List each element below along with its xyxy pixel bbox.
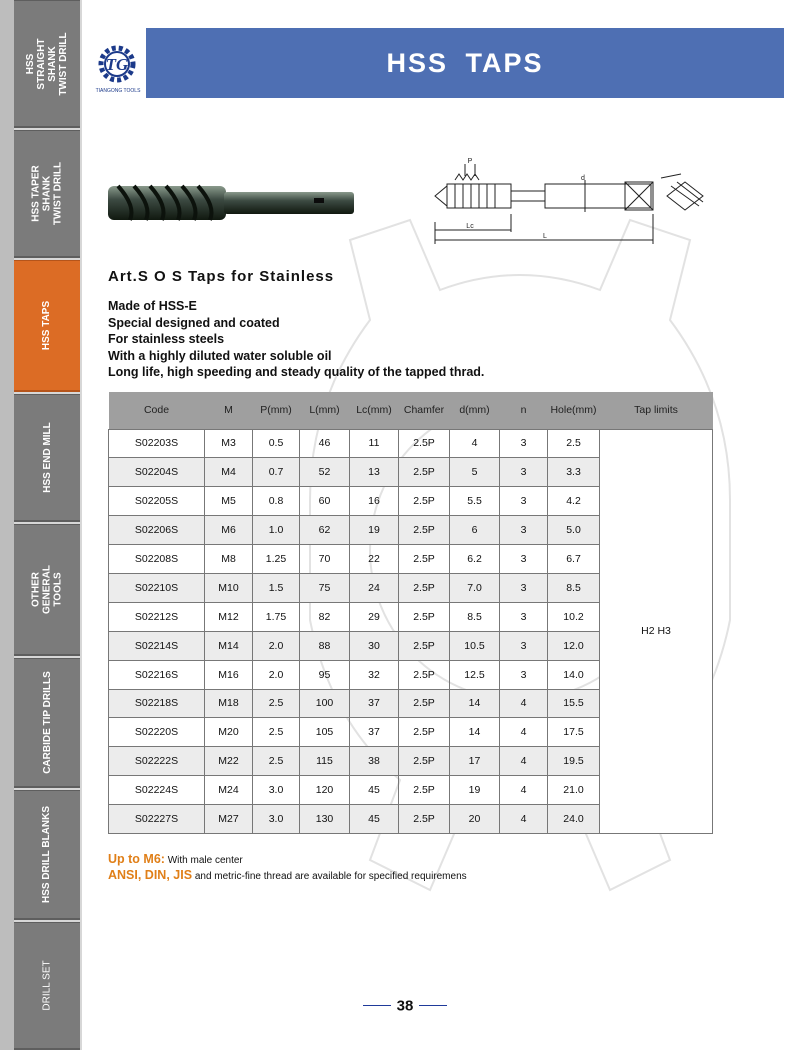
cell-code: S02227S <box>109 805 205 834</box>
cell-n: 4 <box>500 718 548 747</box>
sidebar-tab-label: CARBIDE TIP DRILLS <box>41 671 53 774</box>
cell-p: 1.25 <box>253 545 300 574</box>
column-header-m: M <box>205 392 253 429</box>
cell-chamfer: 2.5P <box>399 516 450 545</box>
notes <box>108 852 467 884</box>
cell-tap-limits: H2 H3 <box>600 429 713 833</box>
note-line <box>108 852 467 868</box>
cell-n: 3 <box>500 487 548 516</box>
description-line: Special designed and coated <box>108 315 280 330</box>
cell-n: 3 <box>500 429 548 458</box>
cell-chamfer: 2.5P <box>399 631 450 660</box>
column-header-tap-limits: Tap limits <box>600 392 713 429</box>
cell-m: M4 <box>205 458 253 487</box>
cell-chamfer: 2.5P <box>399 429 450 458</box>
cell-lc: 45 <box>350 776 399 805</box>
cell-chamfer: 2.5P <box>399 487 450 516</box>
sidebar-tab-hss-end-mill[interactable] <box>14 394 80 522</box>
cell-p: 3.0 <box>253 805 300 834</box>
cell-lc: 32 <box>350 660 399 689</box>
cell-m: M27 <box>205 805 253 834</box>
cell-hole: 6.7 <box>548 545 600 574</box>
cell-lc: 22 <box>350 545 399 574</box>
sidebar <box>0 0 82 1050</box>
page-number-rule <box>363 1005 391 1006</box>
tap-photo-image <box>106 178 358 228</box>
logo-caption: TIANGONG TOOLS <box>95 88 141 94</box>
sidebar-tab-other-general-tools[interactable] <box>14 524 80 656</box>
cell-l: 120 <box>300 776 350 805</box>
sidebar-tab-hss-drill-blanks[interactable] <box>14 790 80 920</box>
description-line: Made of HSS-E <box>108 299 197 313</box>
sidebar-tab-label: OTHER GENERAL TOOLS <box>30 565 64 614</box>
cell-chamfer: 2.5P <box>399 718 450 747</box>
note-key: Up to M6: <box>108 852 165 866</box>
cell-d: 6 <box>450 516 500 545</box>
sidebar-tab-hss-taps[interactable] <box>14 260 80 392</box>
column-header-lc: Lc(mm) <box>350 392 399 429</box>
cell-code: S02205S <box>109 487 205 516</box>
cell-code: S02212S <box>109 602 205 631</box>
cell-chamfer: 2.5P <box>399 458 450 487</box>
cell-lc: 38 <box>350 747 399 776</box>
cell-d: 5.5 <box>450 487 500 516</box>
cell-lc: 19 <box>350 516 399 545</box>
column-header-n: n <box>500 392 548 429</box>
drawing-label-l: L <box>543 233 547 240</box>
page-number-rule <box>419 1005 447 1006</box>
cell-n: 4 <box>500 689 548 718</box>
cell-hole: 5.0 <box>548 516 600 545</box>
cell-hole: 17.5 <box>548 718 600 747</box>
cell-p: 1.5 <box>253 573 300 602</box>
drawing-label-p: P <box>467 158 473 165</box>
sidebar-tab-hss-taper-shank-twist-drill[interactable] <box>14 130 80 258</box>
cell-n: 4 <box>500 805 548 834</box>
cell-lc: 13 <box>350 458 399 487</box>
cell-l: 75 <box>300 573 350 602</box>
cell-n: 3 <box>500 631 548 660</box>
cell-d: 7.0 <box>450 573 500 602</box>
description-block <box>108 298 484 381</box>
sidebar-tab-label: HSS STRAIGHT SHANK TWIST DRILL <box>25 31 69 96</box>
cell-m: M24 <box>205 776 253 805</box>
cell-lc: 16 <box>350 487 399 516</box>
cell-l: 100 <box>300 689 350 718</box>
cell-code: S02208S <box>109 545 205 574</box>
cell-chamfer: 2.5P <box>399 747 450 776</box>
cell-m: M10 <box>205 573 253 602</box>
cell-d: 19 <box>450 776 500 805</box>
sidebar-tab-drill-set[interactable] <box>14 922 80 1050</box>
note-text: With male center <box>164 855 243 866</box>
cell-d: 6.2 <box>450 545 500 574</box>
cell-d: 20 <box>450 805 500 834</box>
cell-m: M3 <box>205 429 253 458</box>
cell-lc: 30 <box>350 631 399 660</box>
cell-lc: 37 <box>350 689 399 718</box>
note-line <box>108 868 467 884</box>
cell-l: 105 <box>300 718 350 747</box>
tap-dimension-drawing <box>425 156 725 248</box>
cell-l: 46 <box>300 429 350 458</box>
cell-code: S02216S <box>109 660 205 689</box>
cell-p: 1.75 <box>253 602 300 631</box>
column-header-d: d(mm) <box>450 392 500 429</box>
cell-m: M8 <box>205 545 253 574</box>
cell-code: S02220S <box>109 718 205 747</box>
cell-n: 3 <box>500 602 548 631</box>
cell-hole: 21.0 <box>548 776 600 805</box>
cell-m: M12 <box>205 602 253 631</box>
cell-code: S02214S <box>109 631 205 660</box>
cell-lc: 45 <box>350 805 399 834</box>
cell-hole: 2.5 <box>548 429 600 458</box>
cell-d: 5 <box>450 458 500 487</box>
logo-letters: TG <box>105 55 129 74</box>
cell-hole: 4.2 <box>548 487 600 516</box>
cell-code: S02210S <box>109 573 205 602</box>
cell-p: 3.0 <box>253 776 300 805</box>
cell-code: S02206S <box>109 516 205 545</box>
cell-code: S02224S <box>109 776 205 805</box>
cell-p: 2.5 <box>253 718 300 747</box>
cell-hole: 12.0 <box>548 631 600 660</box>
cell-lc: 29 <box>350 602 399 631</box>
cell-l: 95 <box>300 660 350 689</box>
cell-n: 3 <box>500 573 548 602</box>
page-number <box>0 997 810 1015</box>
sidebar-tab-hss-straight-shank-twist-drill[interactable] <box>14 0 80 128</box>
cell-p: 2.0 <box>253 660 300 689</box>
cell-p: 2.5 <box>253 747 300 776</box>
cell-m: M6 <box>205 516 253 545</box>
cell-p: 0.7 <box>253 458 300 487</box>
spec-table <box>108 392 713 834</box>
cell-chamfer: 2.5P <box>399 689 450 718</box>
cell-m: M5 <box>205 487 253 516</box>
sidebar-tab-label: HSS DRILL BLANKS <box>41 805 53 904</box>
description-line: For stainless steels <box>108 332 225 346</box>
section-title: Art.S O S Taps for Stainless <box>108 268 335 285</box>
cell-lc: 37 <box>350 718 399 747</box>
column-header-chamfer: Chamfer <box>399 392 450 429</box>
column-header-hole: Hole(mm) <box>548 392 600 429</box>
note-text: and metric-fine thread are available for specified requiremens <box>192 871 467 882</box>
cell-l: 52 <box>300 458 350 487</box>
cell-d: 14 <box>450 718 500 747</box>
cell-d: 10.5 <box>450 631 500 660</box>
cell-l: 82 <box>300 602 350 631</box>
cell-hole: 19.5 <box>548 747 600 776</box>
table-header-row <box>109 392 713 429</box>
cell-l: 130 <box>300 805 350 834</box>
sidebar-tab-label: HSS END MILL <box>41 422 53 493</box>
cell-m: M18 <box>205 689 253 718</box>
sidebar-tab-label: DRILL SET <box>41 960 53 1011</box>
column-header-l: L(mm) <box>300 392 350 429</box>
cell-l: 70 <box>300 545 350 574</box>
cell-d: 12.5 <box>450 660 500 689</box>
drawing-label-lc: Lc <box>466 223 474 230</box>
cell-n: 4 <box>500 776 548 805</box>
table-row <box>109 429 713 458</box>
cell-hole: 10.2 <box>548 602 600 631</box>
title-banner <box>146 28 784 98</box>
cell-l: 62 <box>300 516 350 545</box>
cell-p: 0.8 <box>253 487 300 516</box>
cell-chamfer: 2.5P <box>399 805 450 834</box>
description-line: Long life, high speeding and steady quality of the tapped thrad. <box>108 365 485 379</box>
cell-p: 0.5 <box>253 429 300 458</box>
page-title: HSS TAPS <box>386 47 544 78</box>
cell-hole: 24.0 <box>548 805 600 834</box>
cell-n: 3 <box>500 458 548 487</box>
cell-n: 4 <box>500 747 548 776</box>
note-key: ANSI, DIN, JIS <box>108 868 193 882</box>
column-header-p: P(mm) <box>253 392 300 429</box>
cell-p: 2.0 <box>253 631 300 660</box>
cell-m: M16 <box>205 660 253 689</box>
cell-hole: 14.0 <box>548 660 600 689</box>
drawing-label-d: d <box>581 175 585 182</box>
cell-m: M22 <box>205 747 253 776</box>
cell-n: 3 <box>500 660 548 689</box>
page-number-value: 38 <box>396 997 414 1015</box>
cell-n: 3 <box>500 545 548 574</box>
cell-m: M14 <box>205 631 253 660</box>
cell-chamfer: 2.5P <box>399 573 450 602</box>
cell-chamfer: 2.5P <box>399 776 450 805</box>
cell-code: S02204S <box>109 458 205 487</box>
cell-p: 2.5 <box>253 689 300 718</box>
sidebar-tab-label: HSS TAPS <box>41 300 53 351</box>
cell-m: M20 <box>205 718 253 747</box>
cell-l: 88 <box>300 631 350 660</box>
cell-n: 3 <box>500 516 548 545</box>
cell-code: S02218S <box>109 689 205 718</box>
cell-d: 17 <box>450 747 500 776</box>
cell-hole: 3.3 <box>548 458 600 487</box>
description-line: With a highly diluted water soluble oil <box>108 348 332 363</box>
cell-chamfer: 2.5P <box>399 660 450 689</box>
cell-l: 115 <box>300 747 350 776</box>
cell-hole: 15.5 <box>548 689 600 718</box>
cell-code: S02203S <box>109 429 205 458</box>
cell-lc: 11 <box>350 429 399 458</box>
cell-lc: 24 <box>350 573 399 602</box>
cell-p: 1.0 <box>253 516 300 545</box>
cell-chamfer: 2.5P <box>399 602 450 631</box>
cell-d: 8.5 <box>450 602 500 631</box>
cell-d: 14 <box>450 689 500 718</box>
cell-d: 4 <box>450 429 500 458</box>
cell-chamfer: 2.5P <box>399 545 450 574</box>
cell-code: S02222S <box>109 747 205 776</box>
cell-hole: 8.5 <box>548 573 600 602</box>
sidebar-tab-label: HSS TAPER SHANK TWIST DRILL <box>30 161 64 226</box>
column-header-code: Code <box>109 392 205 429</box>
cell-l: 60 <box>300 487 350 516</box>
sidebar-tab-carbide-tip-drills[interactable] <box>14 658 80 788</box>
